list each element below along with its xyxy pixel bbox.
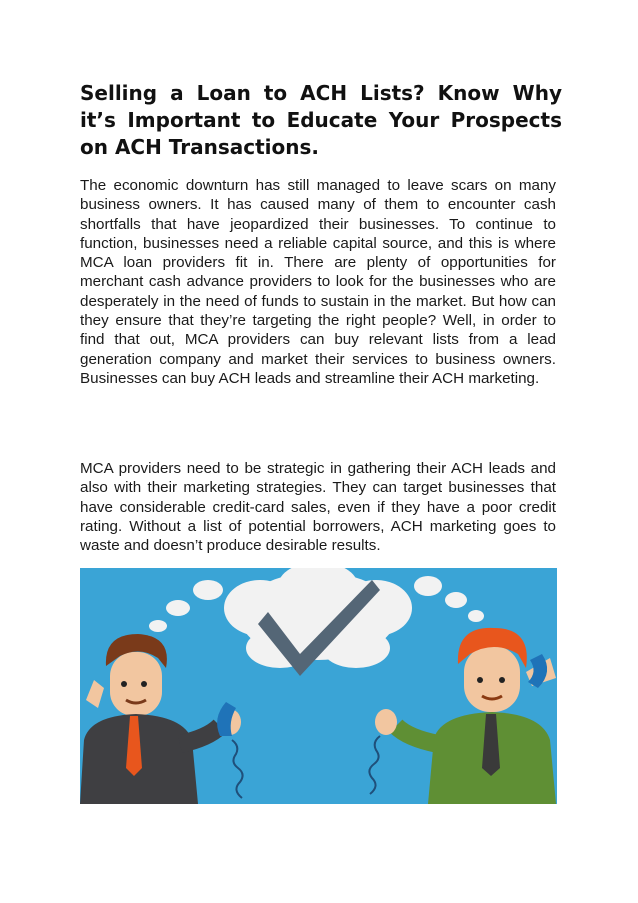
phone-call-illustration xyxy=(80,568,557,804)
paragraph-2: MCA providers need to be strategic in gathering their ACH leads and also with their marketing strategies. They can target businesses that have considerable credit-card sales, even if they have a poor credit rating. Without a list of potential borrowers, ACH marketing goes to waste and doesn’t produce desirable results. xyxy=(80,460,556,555)
article-title: Selling a Loan to ACH Lists? Know Why it’s Important to Educate Your Prospects on ACH Transactions. xyxy=(80,81,562,159)
paragraph-1: The economic downturn has still managed to leave scars on many business owners. It has caused many of them to encounter cash shortfalls that have jeopardized their businesses. To continue to function, businesses need a reliable capital source, and this is where MCA loan providers fit in. There are plenty of opportunities for merchant cash advance providers to look for the businesses who are desperately in the need of funds to sustain in the market. But how can they ensure that they’re targeting the right people? Well, in order to find that out, MCA providers can buy relevant lists from a lead generation company and market their services to business owners. Businesses can buy ACH leads and streamline their ACH marketing. xyxy=(80,177,556,387)
